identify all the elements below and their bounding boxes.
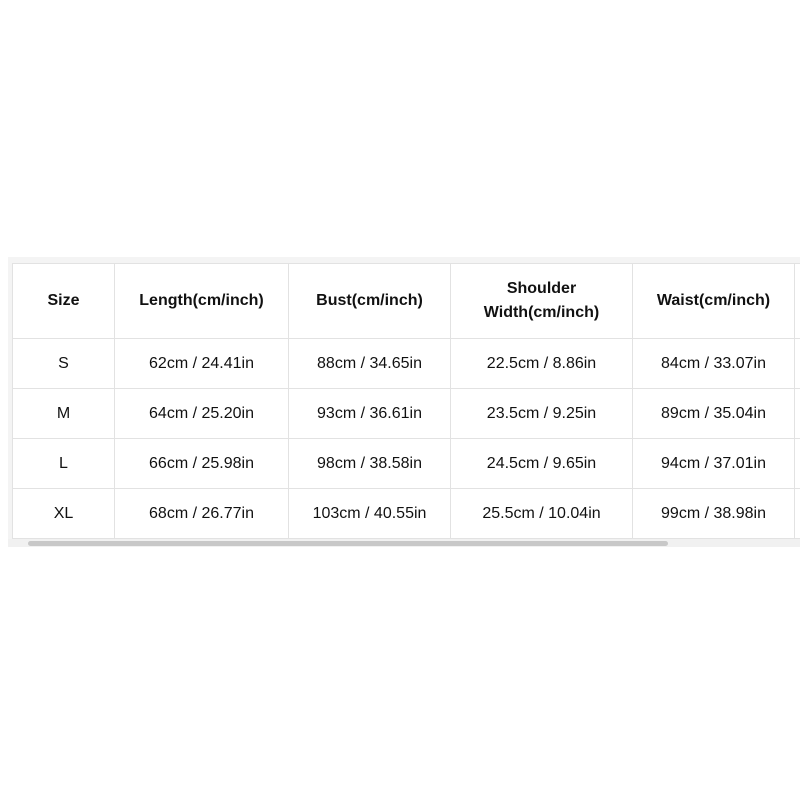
header-shoulder-width <box>451 264 633 339</box>
size-chart-table <box>12 263 800 539</box>
cell-length: 64cm / 25.20in <box>115 389 289 439</box>
cell-overflow <box>795 439 800 489</box>
table-row <box>13 489 800 539</box>
cell-size: XL <box>13 489 115 539</box>
cell-shoulder-width: 23.5cm / 9.25in <box>451 389 633 439</box>
cell-overflow <box>795 339 800 389</box>
table-header-row <box>13 264 800 339</box>
cell-size: L <box>13 439 115 489</box>
header-size-label: Size <box>47 292 80 309</box>
header-bust <box>289 264 451 339</box>
cell-overflow <box>795 389 800 439</box>
header-shoulder-label-line1: Shoulder <box>506 280 577 297</box>
header-waist <box>633 264 795 339</box>
cell-bust: 88cm / 34.65in <box>289 339 451 389</box>
cell-shoulder-width: 22.5cm / 8.86in <box>451 339 633 389</box>
cell-shoulder-width: 24.5cm / 9.65in <box>451 439 633 489</box>
scrollbar-thumb[interactable] <box>28 541 668 546</box>
cell-length: 62cm / 24.41in <box>115 339 289 389</box>
cell-waist: 94cm / 37.01in <box>633 439 795 489</box>
cell-overflow <box>795 489 800 539</box>
header-size <box>13 264 115 339</box>
cell-bust: 93cm / 36.61in <box>289 389 451 439</box>
cell-waist: 84cm / 33.07in <box>633 339 795 389</box>
cell-waist: 99cm / 38.98in <box>633 489 795 539</box>
table-row <box>13 439 800 489</box>
cell-size: S <box>13 339 115 389</box>
header-bust-label: Bust(cm/inch) <box>316 292 423 309</box>
table-row <box>13 339 800 389</box>
cell-bust: 103cm / 40.55in <box>289 489 451 539</box>
cell-shoulder-width: 25.5cm / 10.04in <box>451 489 633 539</box>
cell-length: 66cm / 25.98in <box>115 439 289 489</box>
horizontal-scrollbar[interactable] <box>8 539 800 547</box>
cell-size: M <box>13 389 115 439</box>
size-chart-scroll-area[interactable] <box>12 263 800 539</box>
size-chart-panel <box>8 257 800 547</box>
header-length-label: Length(cm/inch) <box>139 292 264 309</box>
header-overflow-cell <box>795 264 800 339</box>
header-waist-label: Waist(cm/inch) <box>656 292 771 309</box>
cell-bust: 98cm / 38.58in <box>289 439 451 489</box>
cell-waist: 89cm / 35.04in <box>633 389 795 439</box>
table-row <box>13 389 800 439</box>
header-length <box>115 264 289 339</box>
header-shoulder-label-line2: Width(cm/inch) <box>483 304 600 321</box>
cell-length: 68cm / 26.77in <box>115 489 289 539</box>
